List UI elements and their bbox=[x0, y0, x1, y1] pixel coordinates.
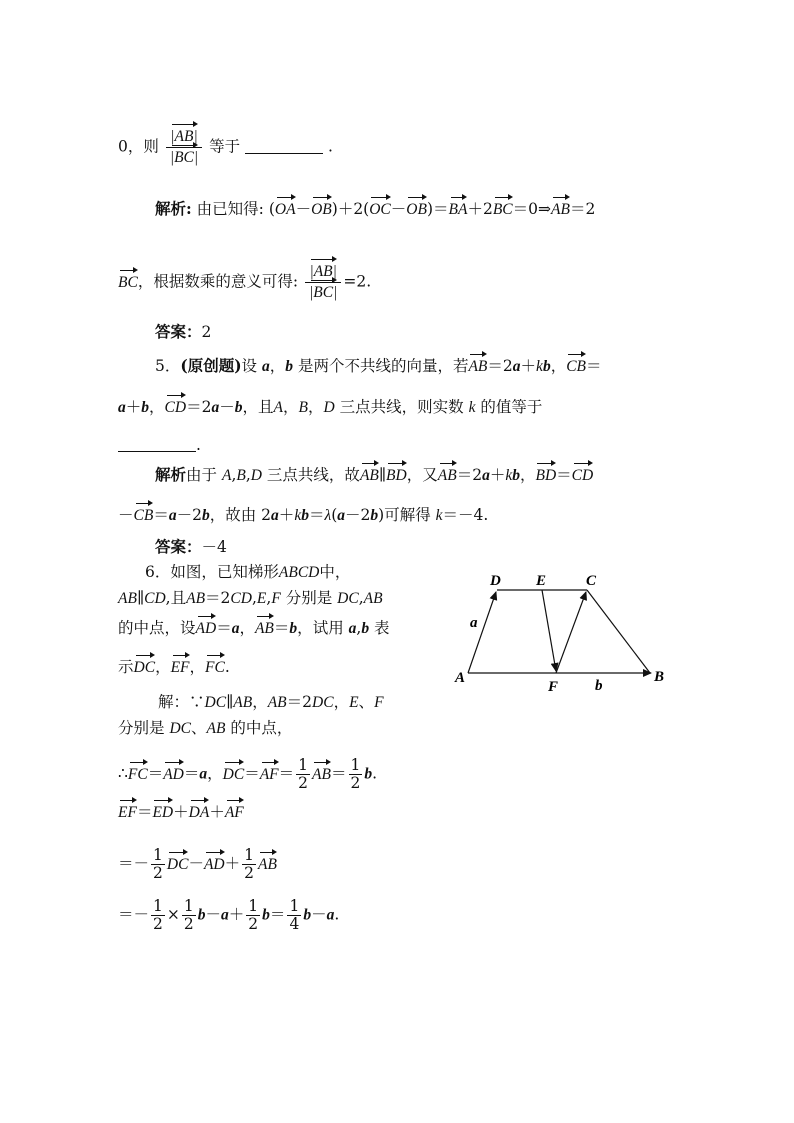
sol6-line3: ∴FC＝AD＝a，DC＝AF＝ $\frac{1}{2}$ AB＝ $\frac{1}{2}$ b. bbox=[118, 756, 378, 792]
label-e: E bbox=[536, 573, 547, 589]
sol6-line2: 分别是 DC、AB 的中点， bbox=[118, 719, 293, 737]
sol4-line1: 解析: 由已知得: (OA－OB)＋2(OC－OB)＝BA＋2BC＝0⇒AB＝2 bbox=[155, 199, 596, 218]
sol4-fraction: $\frac{|AB|}{|BC|}$ bbox=[305, 262, 341, 303]
sol5-line1: 解析由于 A,B,D 三点共线，故AB∥BD，又AB＝2a＋kb，BD＝CD bbox=[155, 465, 594, 484]
vector-ef bbox=[542, 590, 556, 671]
sol6-line5: ＝－ $\frac{1}{2}$ DC－AD＋ $\frac{1}{2}$ AB bbox=[118, 846, 277, 882]
q5-line2: a＋b，CD＝2a－b，且A，B，D 三点共线，则实数 k 的值等于 bbox=[118, 398, 543, 416]
q5-blank bbox=[118, 451, 196, 452]
q6-line2: AB∥CD,且AB＝2CD,E,F 分别是 DC,AB bbox=[118, 589, 383, 607]
label-b: B bbox=[654, 669, 665, 685]
q4-suffix: 等于 bbox=[209, 137, 241, 156]
ans4-value: 2 bbox=[201, 323, 212, 341]
q6-line1: 6．如图，已知梯形ABCD中， bbox=[145, 563, 351, 581]
q6-line4: 示DC，EF，FC. bbox=[118, 658, 230, 676]
label-f: F bbox=[548, 679, 559, 695]
sol4-line2: BC，根据数乘的意义可得: $\frac{|AB|}{|BC|}$ =2. bbox=[118, 263, 372, 301]
sol5-label: 解析 bbox=[155, 465, 187, 484]
edge-cb bbox=[587, 590, 650, 673]
q6-line3: 的中点，设AD＝a，AB＝b，试用 a,b 表 bbox=[118, 619, 390, 637]
sol4-equation: (OA－OB)＋2(OC－OB)＝BA＋2BC＝0⇒AB＝2 bbox=[268, 200, 596, 218]
q5-line1: 5．(原创题)设 a，b 是两个不共线的向量，若AB＝2a＋kb，CB＝ bbox=[155, 356, 602, 375]
ans4-line: 答案：2 bbox=[155, 322, 212, 341]
q4-fraction bbox=[166, 127, 202, 168]
label-a: A bbox=[455, 670, 466, 686]
sol6-line4: EF＝ED＋DA＋AF bbox=[118, 803, 244, 821]
ans5-value: －4 bbox=[201, 538, 227, 556]
q4-frac-den: |BC| bbox=[169, 149, 199, 166]
sol6-label: 解： bbox=[158, 693, 190, 711]
q4-blank bbox=[245, 153, 323, 154]
label-d: D bbox=[490, 573, 501, 589]
sol6-line6: ＝－ $\frac{1}{2}$ × $\frac{1}{2}$ b－a＋ $\frac{1}{2}$ b＝ $\frac{1}{4}$ b－a. bbox=[118, 897, 340, 933]
q4-prefix: 0，则 bbox=[118, 137, 159, 156]
q4-frac-num: |AB| bbox=[166, 127, 202, 148]
sol6-line1: 解：∵DC∥AB，AB＝2DC，E、F bbox=[158, 693, 384, 711]
vector-ad bbox=[468, 592, 496, 673]
label-c: C bbox=[586, 573, 597, 589]
q5-tag: (原创题) bbox=[180, 356, 242, 375]
ans5-line: 答案：－4 bbox=[155, 537, 227, 556]
vector-fc bbox=[556, 592, 586, 673]
label-vec-a: a bbox=[470, 615, 478, 631]
trapezoid-figure bbox=[450, 565, 685, 695]
q5-line3: . bbox=[118, 435, 201, 455]
sol4-label: 解析: bbox=[155, 199, 192, 218]
label-vec-b: b bbox=[595, 678, 603, 694]
q4-line: 0，则 $\frac{|AB|}{|BC|}$ 等于 . bbox=[118, 128, 333, 166]
sol5-line2: －CB＝a－2b，故由 2a＋kb＝λ(a－2b)可解得 k＝－4. bbox=[118, 506, 489, 524]
